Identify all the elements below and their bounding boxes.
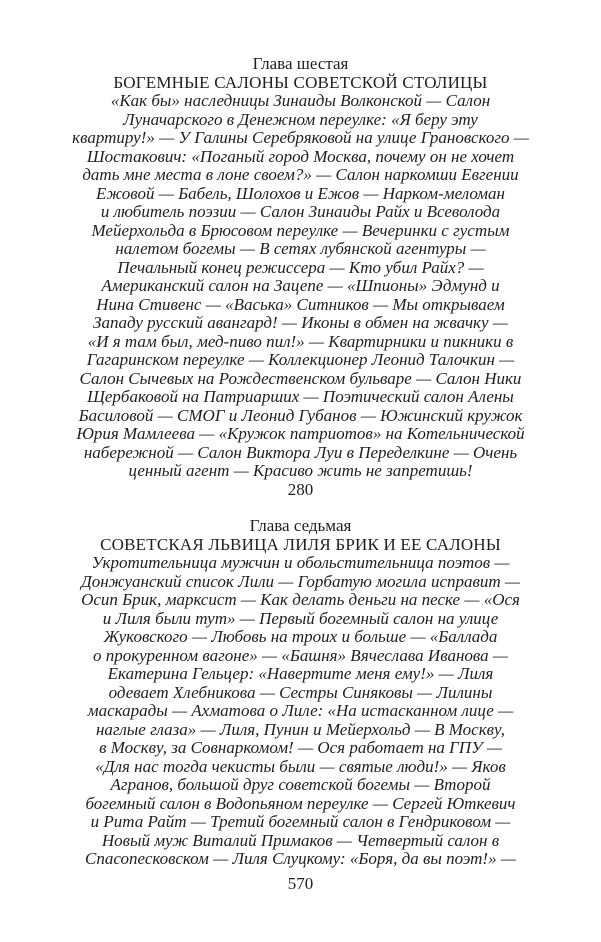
chapter-six-label: Глава шестая	[252, 54, 349, 73]
summary-line: Луначарского в Денежном переулке: «Я беру эту	[123, 109, 478, 129]
summary-line: наглые глаза» — Лиля, Пунин и Мейерхольд — В Москву,	[96, 719, 505, 739]
summary-line: Шостакович: «Поганый город Москва, почему он не хочет	[86, 146, 515, 166]
summary-line: Спасопесковском — Лиля Слуцкому: «Боря, да вы поэт!» —	[85, 849, 516, 868]
summary-line: Жуковского — Любовь на троих и больше — «Баллада	[103, 627, 498, 646]
summary-line: Донжуанский список Лили — Горбатую могила исправит —	[80, 571, 521, 591]
summary-line: богемный салон в Водопьяном переулке — Сергей Юткевич	[85, 793, 516, 813]
summary-line: набережной — Салон Виктора Луи в Переделкине — Очень	[83, 442, 518, 462]
chapter-seven-title: СОВЕТСКАЯ ЛЬВИЦА ЛИЛЯ БРИК И ЕЕ САЛОНЫ	[100, 534, 501, 554]
summary-line: Новый муж Виталий Примаков — Четвертый салон в	[101, 830, 500, 850]
summary-line: «Для нас тогда чекисты были — святые люди!» — Яков	[95, 756, 506, 776]
summary-line: маскарады — Ахматова о Лиле: «На истасканном лице —	[87, 701, 514, 720]
chapter-six-page-number: 280	[287, 479, 314, 499]
summary-line: квартиру!» — У Галины Серебряковой на улице Грановского —	[72, 128, 529, 147]
text-block	[56, 55, 546, 893]
summary-line: «Как бы» наследницы Зинаиды Волконской — Салон	[110, 91, 491, 110]
summary-line: Басиловой — СМОГ и Леонид Губанов — Южинский кружок	[78, 405, 523, 425]
folio-page-number: 570	[287, 873, 314, 893]
summary-line: Американский салон на Зацепе — «Шпионы» Эдмунд и	[101, 276, 500, 295]
summary-line: одевает Хлебникова — Сестры Синяковы — Лилины	[108, 682, 493, 702]
summary-line: Щербаковой на Патриарших — Поэтический салон Алены	[87, 387, 514, 406]
chapter-seven-entry	[56, 517, 546, 869]
summary-line: ценный агент — Красиво жить не запретишь!	[128, 461, 473, 480]
summary-line: Мейерхольда в Брюсовом переулке — Вечеринки с густым	[91, 220, 510, 240]
chapter-six-summary	[56, 92, 546, 481]
summary-line: Осип Брик, марксист — Как делать деньги на песке — «Ося	[81, 590, 520, 609]
summary-line: Юрия Мамлеева — «Кружок патриотов» на Котельнической	[76, 424, 525, 443]
summary-line: Салон Сычевых на Рождественском бульваре — Салон Ники	[79, 368, 522, 388]
summary-line: дать мне места в лоне своем?» — Салон наркомши Евгении	[82, 165, 519, 184]
chapter-seven-summary	[56, 554, 546, 869]
summary-line: Гагаринском переулке — Коллекционер Леонид Талочкин —	[86, 350, 515, 369]
summary-line: Екатерина Гельцер: «Навертите меня ему!» — Лиля	[107, 664, 494, 683]
summary-line: «И я там был, мед-пиво пил!» — Квартирники и пикники в	[87, 331, 514, 351]
chapter-six-title: БОГЕМНЫЕ САЛОНЫ СОВЕТСКОЙ СТОЛИЦЫ	[113, 72, 488, 92]
summary-line: и любитель поэзии — Салон Зинаиды Райх и Всеволода	[100, 202, 501, 221]
summary-line: о прокуренном вагоне» — «Башня» Вячеслава Иванова —	[92, 645, 509, 665]
chapter-six-entry	[56, 55, 546, 499]
chapter-seven-label: Глава седьмая	[249, 516, 352, 535]
summary-line: Ежовой — Бабель, Шолохов и Ежов — Нарком-меломан	[96, 183, 505, 203]
summary-line: и Лиля были тут» — Первый богемный салон на улице	[102, 608, 499, 628]
summary-line: Печальный конец режиссера — Кто убил Райх? —	[117, 257, 484, 277]
summary-line: Западу русский авангард! — Иконы в обмен на жвачку —	[93, 313, 508, 332]
summary-line: Нина Стивенс — «Васька» Ситников — Мы открываем	[96, 294, 505, 314]
summary-line: налетом богемы — В сетях лубянской агентуры —	[115, 239, 486, 258]
summary-line: Укротительница мужчин и обольстительница поэтов —	[91, 553, 510, 572]
summary-line: и Рита Райт — Третий богемный салон в Гендриковом —	[90, 812, 511, 831]
summary-line: в Москву, за Совнаркомом! — Ося работает на ГПУ —	[99, 738, 502, 757]
summary-line: Агранов, большой друг советской богемы — Второй	[110, 775, 491, 794]
